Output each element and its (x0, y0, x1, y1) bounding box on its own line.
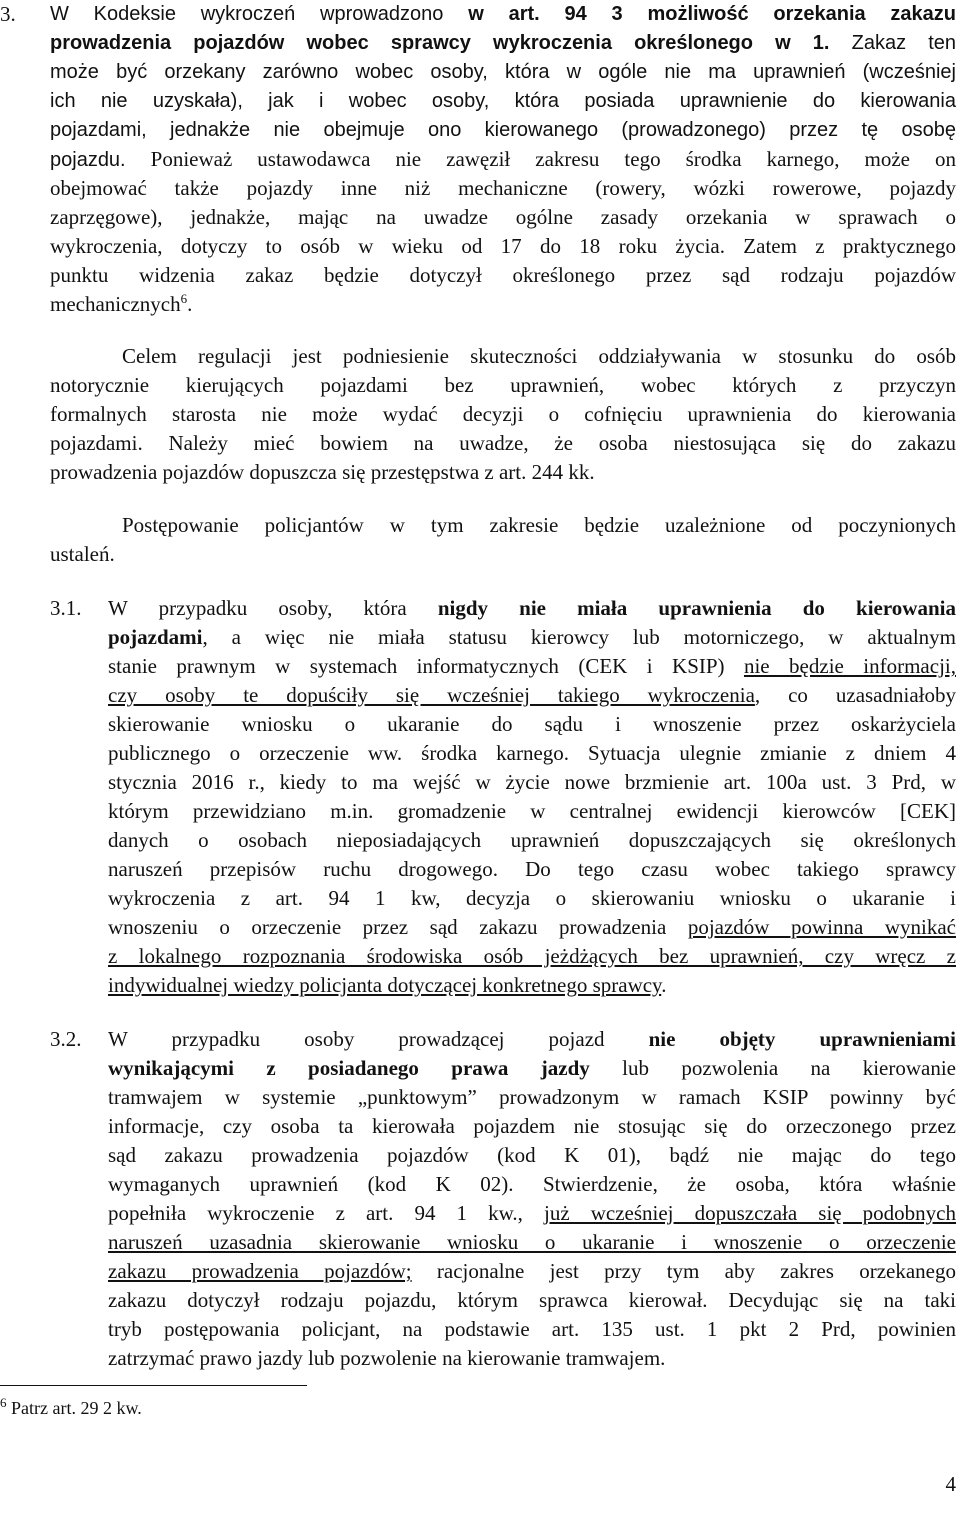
footnote-marker: 6 (0, 1395, 7, 1410)
text-line: prowadzenia pojazdów dopuszcza się przestępstwa z art. 244 kk. (50, 460, 595, 484)
text-line: Celem regulacji jest podniesienie skuteczności oddziaływania w stosunku do osób (122, 344, 956, 368)
text-line: formalnych starosta nie może wydać decyzji o cofnięciu uprawnienia do kierowania (50, 402, 956, 426)
text-line: pojazdu. Ponieważ ustawodawca nie zawęził zakresu tego środka karnego, może on (50, 147, 956, 171)
text-line: wymaganych uprawnień (kod K 02). Stwierdzenie, że osoba, która właśnie (108, 1172, 956, 1196)
text-line: czy osoby te dopuściły się wcześniej takiego wykroczenia, co uzasadniałoby (108, 683, 956, 707)
text-line: pojazdami. Należy mieć bowiem na uwadze, że osoba niestosująca się do zakazu (50, 431, 956, 455)
text-line: indywidualnej wiedzy policjanta dotyczącej konkretnego sprawcy. (108, 973, 667, 997)
text-line: prowadzenia pojazdów wobec sprawcy wykroczenia określonego w 1. Zakaz ten (50, 32, 956, 54)
item-number-3-1: 3.1. (50, 596, 82, 620)
text-line: może być orzekany zarówno wobec osoby, która w ogóle nie ma uprawnień (wcześniej (50, 61, 956, 83)
footnote-text: Patrz art. 29 2 kw. (6, 1398, 142, 1418)
text-line: którym przewidziano m.in. gromadzenie w centralnej ewidencji kierowców [CEK] (108, 799, 956, 823)
text-line: wykroczenia z art. 94 1 kw, decyzja o skierowaniu wniosku o ukaranie i (108, 886, 956, 910)
text-line: informacje, czy osoba ta kierowała pojazdem nie stosując się do orzeczonego przez (108, 1114, 956, 1138)
text-line: danych o osobach nieposiadających uprawnień dopuszczających się określonych (108, 828, 956, 852)
text-line: pojazdami, a więc nie miała statusu kierowcy lub motorniczego, w aktualnym (108, 625, 956, 649)
text-line: wykroczenia, dotyczy to osób w wieku od 17 do 18 roku życia. Zatem z praktycznego (50, 234, 956, 258)
text-line: mechanicznych$^6$. (50, 291, 193, 316)
text-line: zakazu prowadzenia pojazdów; racjonalne jest przy tym aby zakres orzekanego (108, 1259, 956, 1283)
text-line: stanie prawnym w systemach informatycznych (CEK i KSIP) nie będzie informacji, (108, 654, 956, 678)
text-line: ustaleń. (50, 542, 115, 566)
text-line: W Kodeksie wykroczeń wprowadzono w art. 94 3 możliwość orzekania zakazu (50, 3, 957, 25)
text-line: obejmować także pojazdy inne niż mechaniczne (rowery, wózki rowerowe, pojazdy (50, 176, 956, 200)
text-line: stycznia 2016 r., kiedy to ma wejść w życie nowe brzmienie art. 100a ust. 3 Prd, w (108, 770, 956, 794)
page-number: 4 (945, 1472, 956, 1496)
text-line: naruszeń przepisów ruchu drogowego. Do tego czasu wobec takiego sprawcy (108, 857, 956, 881)
text-line: tramwajem w systemie „punktowym” prowadzonym w ramach KSIP powinny być (108, 1085, 956, 1109)
text-line: W przypadku osoby prowadzącej pojazd nie objęty uprawnieniami (108, 1027, 956, 1051)
text-line: Postępowanie policjantów w tym zakresie będzie uzależnione od poczynionych (122, 513, 956, 537)
text-line: naruszeń uzasadnia skierowanie wniosku o ukaranie i wnoszenie o orzeczenie (108, 1230, 956, 1254)
item-number-3-2: 3.2. (50, 1027, 82, 1051)
text-line: wnoszeniu o orzeczenie przez sąd zakazu prowadzenia pojazdów powinna wynikać (108, 915, 957, 939)
text-line: tryb postępowania policjant, na podstawie art. 135 ust. 1 pkt 2 Prd, powinien (108, 1317, 956, 1341)
text-line: popełniła wykroczenie z art. 94 1 kw., już wcześniej dopuszczała się podobnych (108, 1201, 956, 1225)
text-line: W przypadku osoby, która nigdy nie miała uprawnienia do kierowania (108, 596, 956, 620)
footnote-ref[interactable]: 6 (180, 291, 188, 306)
footnote-divider (0, 1385, 307, 1386)
item-number-3: 3. (0, 2, 16, 26)
text-line: zakazu dotyczył rodzaju pojazdu, którym sprawca kierował. Decydując się na taki (108, 1288, 956, 1312)
footnote (0, 1396, 142, 1420)
text-line: skierowanie wniosku o ukaranie do sądu i wnoszenie przez oskarżyciela (108, 712, 956, 736)
text-line: z lokalnego rozpoznania środowiska osób jeżdżących bez uprawnień, czy wręcz z (108, 944, 956, 968)
text-line: notorycznie kierujących pojazdami bez uprawnień, wobec których z przyczyn (50, 373, 956, 397)
text-line: pojazdami, jednakże nie obejmuje ono kierowanego (prowadzonego) przez tę osobę (50, 119, 956, 141)
text-line: zatrzymać prawo jazdy lub pozwolenie na kierowanie tramwajem. (108, 1346, 666, 1370)
text-line: sąd zakazu prowadzenia pojazdów (kod K 01), bądź nie mając do tego (108, 1143, 956, 1167)
text-line: punktu widzenia zakaz będzie dotyczył określonego przez sąd rodzaju pojazdów (50, 263, 956, 287)
text-line: ich nie uzyskała), jak i wobec osoby, która posiada uprawnienie do kierowania (50, 90, 956, 112)
text-line: wynikającymi z posiadanego prawa jazdy lub pozwolenia na kierowanie (108, 1056, 956, 1080)
text-line: publicznego o orzeczenie ww. środka karnego. Sytuacja ulegnie zmianie z dniem 4 (108, 741, 956, 765)
text-line: zaprzęgowe), jednakże, mając na uwadze ogólne zasady orzekania w sprawach o (50, 205, 956, 229)
